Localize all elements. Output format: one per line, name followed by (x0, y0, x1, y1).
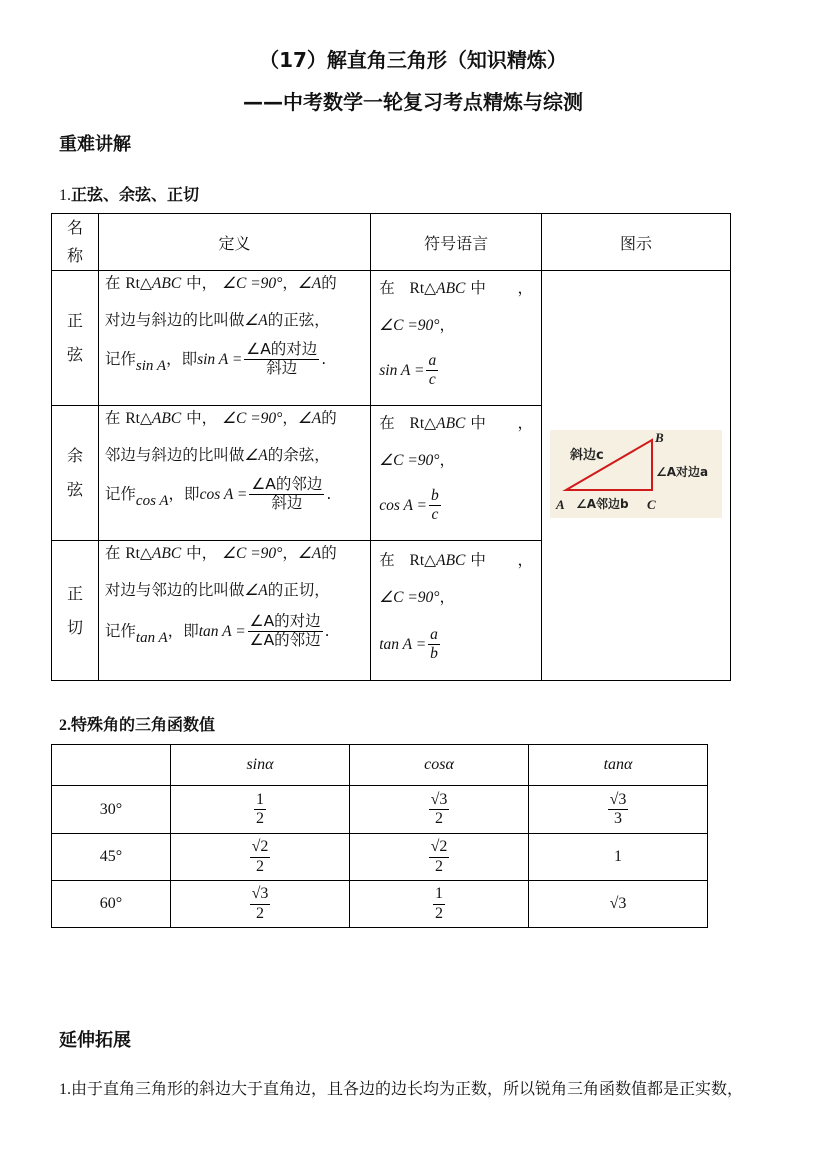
special-header-blank (52, 745, 171, 786)
vertex-a-label: A (556, 496, 565, 512)
header-figure: 图示 (542, 214, 731, 271)
sin-60: $\frac{√3}{2}$ (171, 881, 350, 928)
angle-60: 60° (52, 881, 171, 928)
fraction-tangent: $\frac{\text{∠A的对边}}{\text{∠A的邻边}}$ (249, 612, 321, 649)
special-row-30 (52, 786, 708, 834)
cos-45: $\frac{√2}{2}$ (350, 834, 529, 881)
special-angles-table (51, 744, 708, 928)
right-triangle-diagram (550, 430, 722, 518)
header-symbol: 符号语言 (371, 214, 542, 271)
hypotenuse-label: 斜边c (570, 447, 604, 463)
fraction-cosine-symbol: $\frac{b}{c}$ (431, 487, 439, 523)
definition-tangent: 在 Rt△ABC 中， ∠C =90°，∠A的 对边与邻边的比叫做∠A的正切， 记作tan A，即tan A = $\frac{\text{∠A的对边}}{\text{∠A的邻边}}$ . (98, 541, 370, 681)
special-row-60 (52, 881, 708, 928)
subheading-sin-cos-tan: 1.正弦、余弦、正切 (59, 185, 200, 204)
header-name-char2: 称 (66, 246, 83, 265)
row-name-tangent: 正 切 (52, 541, 99, 681)
row-name-cosine: 余 弦 (52, 406, 99, 541)
symbol-cosine: 在 Rt△ABC 中 ， ∠C =90°， cos A = $\frac{b}{c}$ (371, 406, 542, 541)
tan-30: $\frac{√3}{3}$ (529, 786, 708, 834)
section-heading-key-points: 重难讲解 (59, 134, 131, 155)
symbol-tangent: 在 Rt△ABC 中 ， ∠C =90°， tan A = $\frac{a}{b}$ (371, 541, 542, 681)
vertex-c-label: C (647, 496, 656, 512)
tan-45: 1 (529, 834, 708, 881)
header-definition: 定义 (98, 214, 370, 271)
definition-sine: 在 Rt△ABC 中， ∠C =90°，∠A的 对边与斜边的比叫做∠A的正弦， 记作sin A，即sin A = $\frac{\text{∠A的对边}}{\text{斜边}}$ . (98, 271, 370, 406)
tan-60: √3 (529, 881, 708, 928)
header-name (52, 214, 99, 271)
section-heading-extension: 延伸拓展 (59, 1030, 131, 1051)
fraction-sine-symbol: $\frac{a}{c}$ (428, 352, 437, 388)
special-header-sin: sinα (171, 745, 350, 786)
table-row-sine (52, 271, 731, 406)
paragraph-extension-1: 1.由于直角三角形的斜边大于直角边，且各边的边长均为正数，所以锐角三角函数值都是正实数， (59, 1079, 744, 1098)
sin-45: $\frac{√2}{2}$ (171, 834, 350, 881)
page-title: （17）解直角三角形（知识精炼） (259, 48, 567, 72)
subheading-special-angles: 2.特殊角的三角函数值 (59, 715, 216, 734)
fraction-cosine: $\frac{\text{∠A的邻边}}{\text{斜边}}$ (251, 475, 323, 512)
angle-45: 45° (52, 834, 171, 881)
trig-definitions-table (51, 213, 731, 681)
special-row-45 (52, 834, 708, 881)
vertex-b-label: B (655, 429, 664, 445)
opposite-label: ∠A对边a (656, 464, 709, 479)
adjacent-label: ∠A邻边b (576, 496, 629, 511)
special-header-cos: cosα (350, 745, 529, 786)
header-name-char1: 名 (66, 218, 83, 237)
row-name-sine: 正 弦 (52, 271, 99, 406)
special-header-tan: tanα (529, 745, 708, 786)
special-table-header (52, 745, 708, 786)
figure-cell (542, 271, 731, 681)
cos-30: $\frac{√3}{2}$ (350, 786, 529, 834)
symbol-sine: 在 Rt△ABC 中 ， ∠C =90°， sin A = $\frac{a}{c}$ (371, 271, 542, 406)
table-header-row (52, 214, 731, 271)
page-subtitle: ——中考数学一轮复习考点精炼与综测 (243, 90, 583, 114)
fraction-tangent-symbol: $\frac{a}{b}$ (430, 626, 438, 662)
angle-30: 30° (52, 786, 171, 834)
cos-60: $\frac{1}{2}$ (350, 881, 529, 928)
definition-cosine: 在 Rt△ABC 中， ∠C =90°，∠A的 邻边与斜边的比叫做∠A的余弦， 记作cos A，即cos A = $\frac{\text{∠A的邻边}}{\text{斜边}}$ . (98, 406, 370, 541)
fraction-sine: $\frac{\text{∠A的对边}}{\text{斜边}}$ (246, 340, 318, 377)
sin-30: $\frac{1}{2}$ (171, 786, 350, 834)
